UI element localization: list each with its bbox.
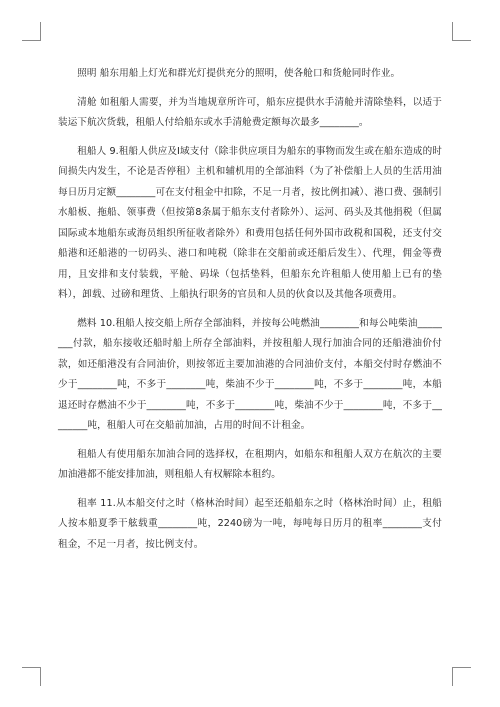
paragraph-fuel-clause-10: 燃料 10.租船人按交船上所存全部油料，并按每公吨燃油________和每公吨柴油________付款，船东接收还船时船上所存全部油料，并按租船人现行加油合同的还船港油价付款，如还船港没有合同油价，则按邻近主要加油港的合同油价支付，本船交付时存燃油不少于________吨，不多于________吨，柴油不少于________吨，不多于________吨，本船退还时存燃油不少于________吨，不多于________吨，柴油不少于________吨，不多于________吨，租船人可在交船前加油，占用的时间不计租金。 — [58, 317, 442, 431]
corner-mark-bottom-right — [452, 667, 471, 686]
corner-mark-top-right — [452, 22, 471, 41]
paragraph-fuel-contract-option: 租船人有使用船东加油合同的选择权，在租期内，如船东和租船人双方在航次的主要加油港都不能安排加油，则租船人有权解除本租约。 — [58, 448, 442, 480]
paragraph-hire-rate-clause-11: 租率 11.从本船交付之时（格林治时间）起至还船船东之时（格林治时间）止，租船人按本船夏季干舷载重________吨，2240磅为一吨，每吨每日历月的租率________支付租金，不足一月者，按比例支付。 — [58, 497, 442, 550]
paragraph-charterer-clause-9: 租船人 9.租船人供应及Ⅰ域支付（除非供应项目为船东的事物而发生或在船东造成的时间损失内发生，不论是否停租）主机和辅机用的全部油料（为了补偿船上人员的生活用油每日历月定额________可在支付租金中扣除，不足一月者，按比例扣减）、港口费、强制引水船板、拖船、领事费（但按第8条属于船东支付者除外）、运河、码头及其他捐税（但属国际或本地船东或海员组织所征收者除外）和费用包括任何外国市政税和国税，还支付交船港和还船港的一切码头、港口和吨税（除非在交船前或还船后发生）、代理，佣金等费用，且安排和支付装载，平舱、码垛（包括垫料，但船东允许租船人使用船上已有的垫料），卸载、过磅和理货、上船执行职务的官员和人员的伙食以及其他各项费用。 — [58, 145, 442, 300]
paragraph-hold-cleaning: 清舱 如租船人需要，并为当地规章所许可，船东应提供水手清舱并清除垫料，以适于装运下航次货载，租船人付给船东或水手清舱费定额每次最多________。 — [58, 96, 442, 128]
document-page — [58, 64, 442, 555]
paragraph-lighting: 照明 船东用船上灯光和群光灯提供充分的照明，使各舱口和货舱同时作业。 — [77, 68, 401, 79]
corner-mark-bottom-left — [22, 667, 41, 686]
corner-mark-top-left — [22, 22, 41, 41]
